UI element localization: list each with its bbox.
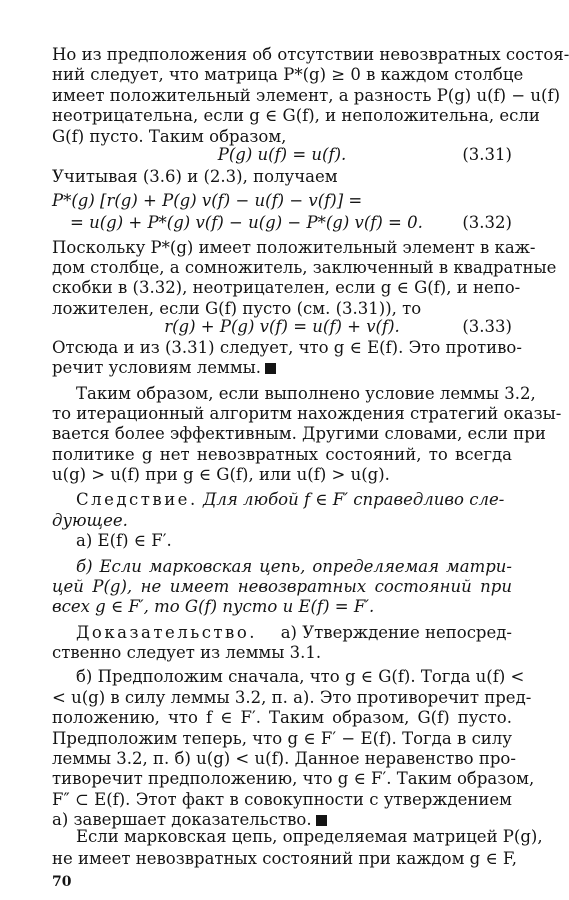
text-line: политике g нет невозвратных состояний, то всегда [52, 445, 512, 464]
corollary-heading [76, 489, 512, 511]
text-line: F″ ⊂ E(f). Этот факт в совокупности с утверждением [52, 790, 512, 809]
text-line: положению, что f ∈ F′. Таким образом, G(f) пусто. [52, 708, 512, 727]
text-span: речит условиям леммы. [52, 358, 262, 377]
equation-number: (3.33) [462, 317, 512, 336]
text-line: Таким образом, если выполнено условие леммы 3.2, [76, 384, 536, 403]
text-line: дом столбце, а сомножитель, заключенный в квадратные [52, 258, 557, 277]
page-number: 70 [52, 874, 72, 890]
text-line: Но из предположения об отсутствии невозвратных состоя- [52, 45, 569, 64]
equation-body: P(g) u(f) = u(f). [217, 145, 347, 164]
text-span: а) завершает доказательство. [52, 810, 312, 829]
text-line: имеет положительный элемент, а разность P(g) u(f) − u(f) [52, 86, 561, 105]
text-line: б) Предположим сначала, что g ∈ G(f). Тогда u(f) < [76, 667, 525, 686]
equation-3-31 [52, 143, 512, 167]
equation-3-33 [52, 315, 512, 339]
corollary-item-b: б) Если марковская цепь, определяемая матри- [76, 557, 512, 576]
end-of-proof-icon [265, 363, 276, 374]
corollary-statement: Для любой f ∈ F′ справедливо сле- [202, 490, 505, 509]
text-line: вается более эффективным. Другими словами, если при [52, 424, 546, 443]
end-of-proof-icon [316, 815, 327, 826]
text-line: неотрицательна, если g ∈ G(f), и неположительна, если [52, 106, 540, 125]
corollary-label: Следствие. [76, 490, 198, 509]
text-line: Поскольку P*(g) имеет положительный элемент в каж- [52, 238, 536, 257]
text-line: ственно следует из леммы 3.1. [52, 643, 322, 662]
text-line: не имеет невозвратных состояний при каждом g ∈ F, [52, 849, 518, 868]
text-line: G(f) пусто. Таким образом, [52, 127, 287, 146]
equation-body: P*(g) [r(g) + P(g) v(f) − u(f) − v(f)] = [52, 191, 363, 210]
corollary-item-a: а) E(f) ∈ F′. [76, 531, 172, 550]
text-line: u(g) > u(f) при g ∈ G(f), или u(f) > u(g). [52, 465, 390, 484]
equation-3-32-line1 [52, 189, 512, 213]
text-line: тиворечит предположению, что g ∈ F′. Таким образом, [52, 769, 535, 788]
text-line: ний следует, что матрица P*(g) ≥ 0 в каждом столбце [52, 65, 524, 84]
proof-label: Доказательство. [76, 623, 258, 642]
text-line: цей P(g), не имеет невозвратных состояний при [52, 577, 512, 596]
equation-number: (3.32) [462, 213, 512, 232]
text-line: Отсюда и из (3.31) следует, что g ∈ E(f). Это противо- [52, 338, 522, 357]
equation-3-32-line2 [52, 211, 512, 235]
text-line: леммы 3.2, п. б) u(g) < u(f). Данное неравенство про- [52, 749, 516, 768]
text-line: Если марковская цепь, определяемая матрицей P(g), [76, 827, 543, 846]
text-line: < u(g) в силу леммы 3.2, п. а). Это противоречит пред- [52, 688, 532, 707]
text-line: Предположим теперь, что g ∈ F′ − E(f). Тогда в силу [52, 729, 512, 748]
proof-heading [76, 622, 512, 644]
text-line: дующее. [52, 511, 128, 530]
text-span: а) Утверждение непосред- [280, 623, 512, 642]
text-line: Учитывая (3.6) и (2.3), получаем [52, 167, 338, 186]
equation-body: = u(g) + P*(g) v(f) − u(g) − P*(g) v(f) = 0. [70, 213, 423, 232]
text-line: то итерационный алгоритм нахождения стратегий оказы- [52, 404, 562, 423]
text-line: скобки в (3.32), неотрицателен, если g ∈ G(f), и непо- [52, 278, 521, 297]
text-line: всех g ∈ F′, то G(f) пусто и E(f) = F′. [52, 597, 375, 616]
equation-body: r(g) + P(g) v(f) = u(f) + v(f). [164, 317, 400, 336]
text-line: ложителен, если G(f) пусто (см. (3.31)), то [52, 299, 422, 318]
equation-number: (3.31) [462, 145, 512, 164]
text-line [52, 357, 512, 379]
